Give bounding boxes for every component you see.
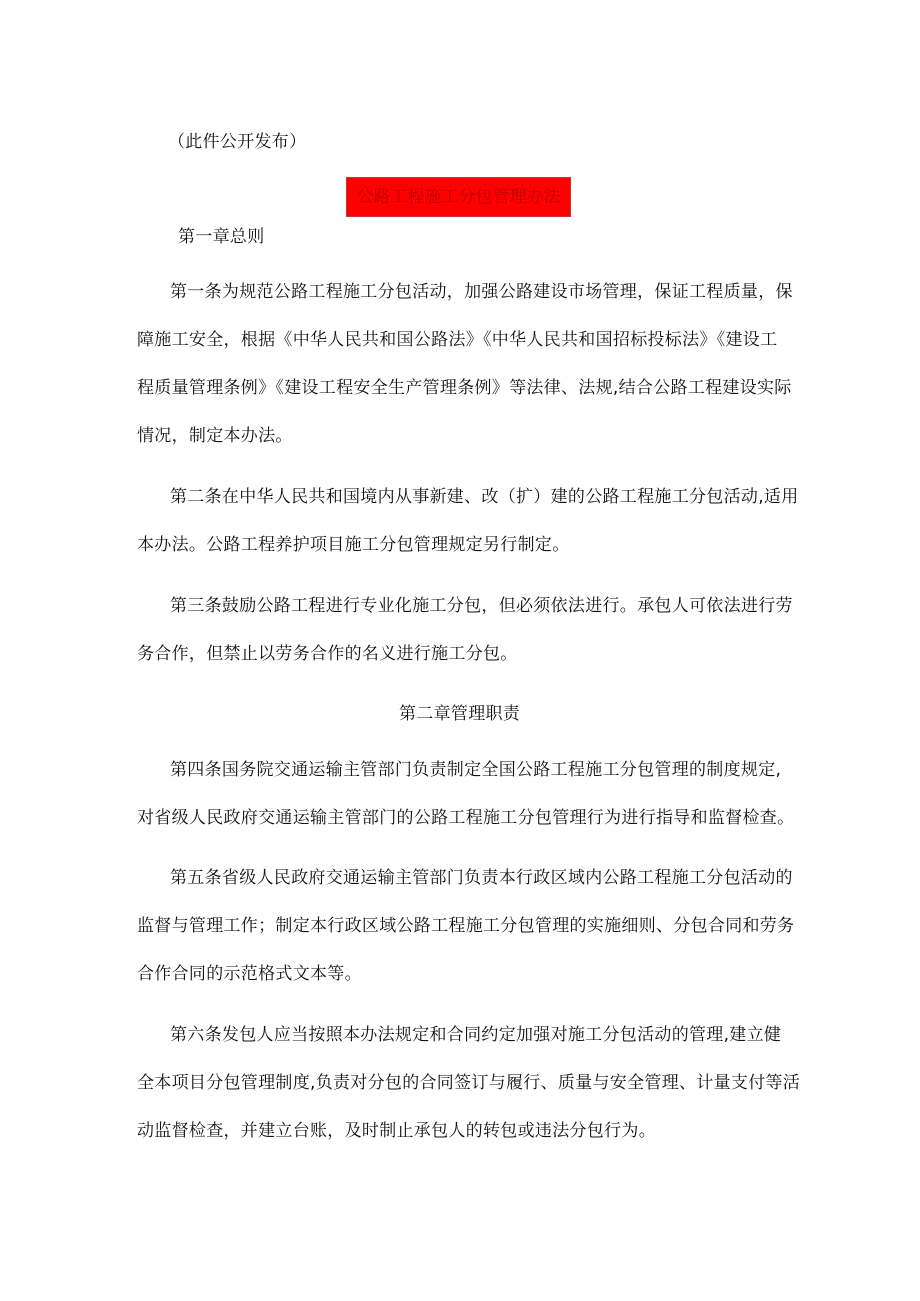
document-title: 公路工程施工分包管理办法 xyxy=(356,187,561,207)
article-2-line-2: 本办法。公路工程养护项目施工分包管理规定另行制定。 xyxy=(137,535,570,555)
article-3-line-2: 务合作，但禁止以劳务合作的名义进行施工分包。 xyxy=(137,644,518,664)
article-3-line-1: 第三条鼓励公路工程进行专业化施工分包，但必须依法进行。承包人可依法进行劳 xyxy=(170,596,793,616)
document-title-box xyxy=(346,177,571,217)
article-6-line-3: 动监督检查，并建立台账，及时制止承包人的转包或违法分包行为。 xyxy=(137,1121,656,1141)
article-1-line-2: 障施工安全，根据《中华人民共和国公路法》《中华人民共和国招标投标法》《建设工 xyxy=(137,330,778,350)
chapter-2-heading: 第二章管理职责 xyxy=(399,704,521,724)
article-1-line-4: 情况，制定本办法。 xyxy=(137,426,293,446)
article-4-line-2: 对省级人民政府交通运输主管部门的公路工程施工分包管理行为进行指导和监督检查。 xyxy=(137,808,795,828)
article-1-line-3: 程质量管理条例》《建设工程安全生产管理条例》等法律、法规,结合公路工程建设实际 xyxy=(137,378,792,398)
article-6-line-2: 全本项目分包管理制度,负责对分包的合同签订与履行、质量与安全管理、计量支付等活 xyxy=(137,1073,801,1093)
chapter-1-heading: 第一章总则 xyxy=(178,227,265,247)
article-6-line-1: 第六条发包人应当按照本办法规定和合同约定加强对施工分包活动的管理,建立健 xyxy=(170,1025,782,1045)
article-5-line-3: 合作合同的示范格式文本等。 xyxy=(137,964,362,984)
article-1-line-1: 第一条为规范公路工程施工分包活动，加强公路建设市场管理，保证工程质量，保 xyxy=(170,282,793,302)
article-2-line-1: 第二条在中华人民共和国境内从事新建、改（扩）建的公路工程施工分包活动,适用 xyxy=(170,487,799,507)
article-4-line-1: 第四条国务院交通运输主管部门负责制定全国公路工程施工分包管理的制度规定, xyxy=(170,760,782,780)
publication-notice: （此件公开发布） xyxy=(168,132,307,152)
article-5-line-1: 第五条省级人民政府交通运输主管部门负责本行政区域内公路工程施工分包活动的 xyxy=(170,868,793,888)
article-5-line-2: 监督与管理工作；制定本行政区域公路工程施工分包管理的实施细则、分包合同和劳务 xyxy=(137,916,795,936)
